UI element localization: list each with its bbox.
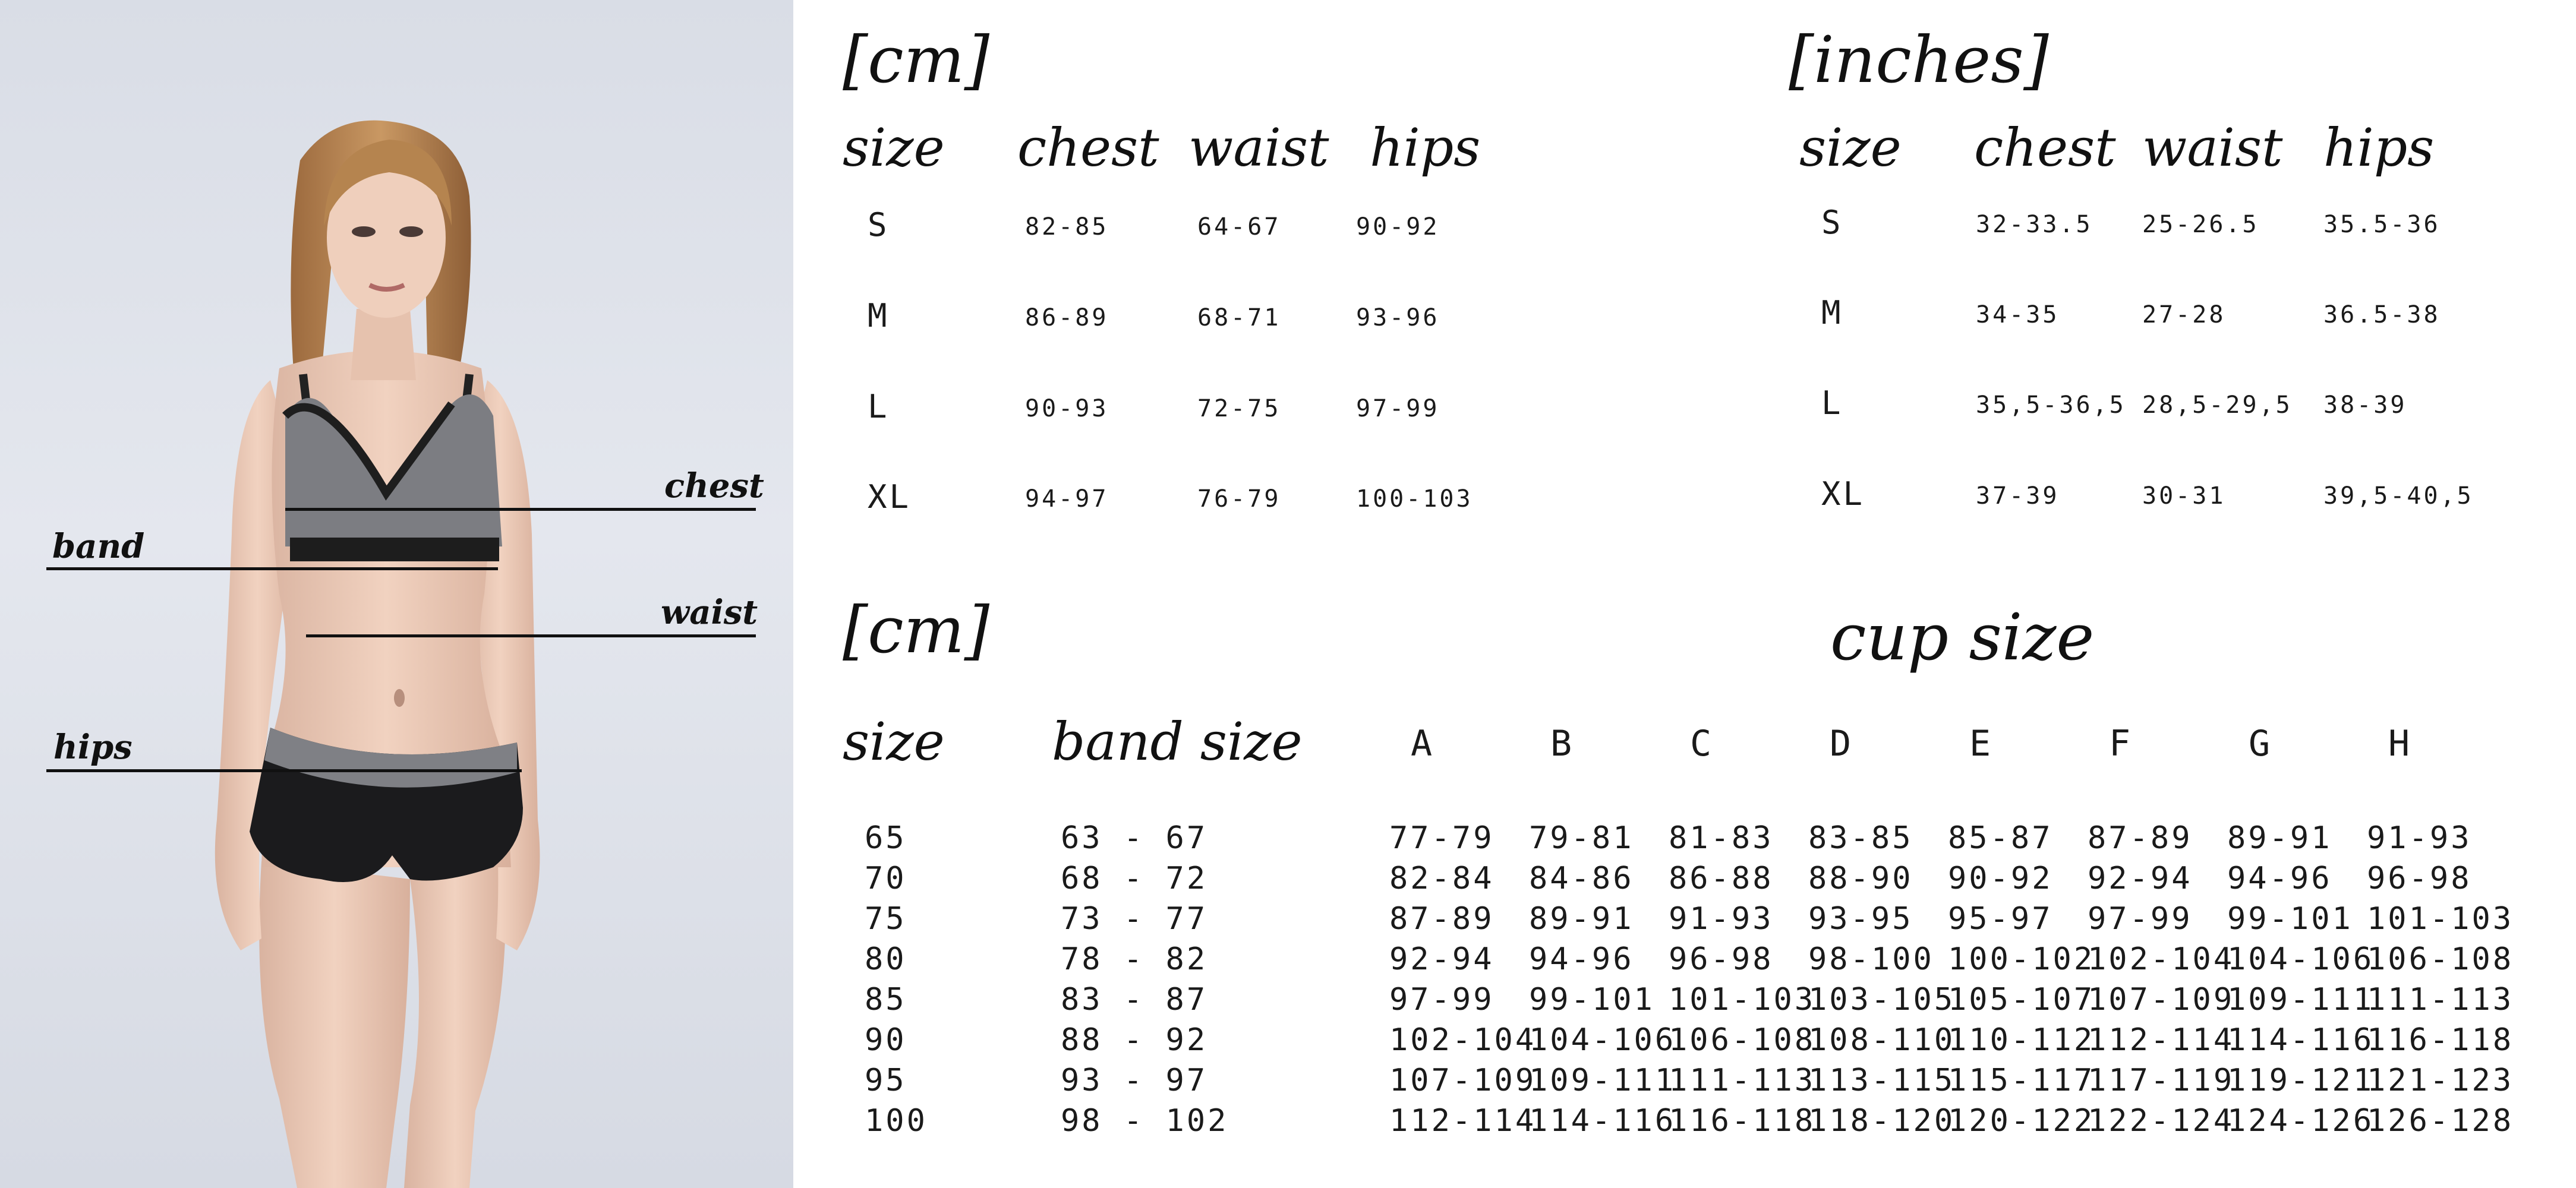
bra-cup-cell: 79-81: [1529, 820, 1634, 856]
inch-size-cell: S: [1821, 204, 1843, 241]
cm-unit-title: [cm]: [843, 23, 990, 97]
bra-cup-cell: 102-104: [1389, 1022, 1537, 1058]
bra-cup-cell: 116-118: [1669, 1103, 1816, 1139]
bra-cup-cell: 81-83: [1669, 820, 1774, 856]
cm-value-cell: 76-79: [1197, 485, 1281, 513]
bra-cup-cell: 101-103: [2367, 901, 2514, 937]
bra-cup-cell: 90-92: [1948, 861, 2053, 896]
bra-cup-cell: 114-116: [2227, 1022, 2375, 1058]
cm-value-cell: 82-85: [1025, 213, 1109, 241]
bra-cup-cell: 115-117: [1948, 1063, 2095, 1098]
cm-value-cell: 68-71: [1197, 304, 1281, 331]
bra-size-cell: 100: [865, 1103, 928, 1139]
inch-size-cell: XL: [1821, 475, 1865, 513]
bra-cup-cell: 86-88: [1669, 861, 1774, 896]
cup-header-h: H: [2388, 723, 2413, 764]
bra-band-cell: 98 - 102: [1061, 1103, 1229, 1139]
bra-size-cell: 80: [865, 941, 907, 977]
bra-cup-cell: 124-126: [2227, 1103, 2375, 1139]
model-photo: [0, 0, 793, 1188]
inch-value-cell: 36.5-38: [2323, 301, 2441, 328]
waist-line: [306, 634, 756, 637]
bra-cup-cell: 105-107: [1948, 982, 2095, 1018]
bra-band-cell: 88 - 92: [1061, 1022, 1208, 1058]
bra-header-band: band size: [1052, 711, 1303, 772]
cm-header-waist: waist: [1188, 117, 1329, 178]
bra-cup-cell: 94-96: [2227, 861, 2332, 896]
band-label: band: [52, 527, 145, 566]
bra-unit-title: [cm]: [843, 593, 990, 668]
bra-cup-cell: 107-109: [1389, 1063, 1537, 1098]
cm-header-size: size: [843, 117, 945, 178]
bra-cup-cell: 94-96: [1529, 941, 1634, 977]
cm-size-cell: L: [868, 388, 890, 425]
cup-header-b: B: [1550, 723, 1575, 764]
bra-cup-cell: 77-79: [1389, 820, 1494, 856]
bra-cup-cell: 102-104: [2088, 941, 2235, 977]
inch-value-cell: 35,5-36,5: [1976, 391, 2126, 419]
cm-header-hips: hips: [1370, 117, 1481, 178]
bra-size-cell: 75: [865, 901, 907, 937]
bra-cup-cell: 121-123: [2367, 1063, 2514, 1098]
cm-value-cell: 90-93: [1025, 395, 1109, 422]
bra-cup-cell: 100-102: [1948, 941, 2095, 977]
bra-cup-cell: 104-106: [1529, 1022, 1676, 1058]
bra-cup-cell: 112-114: [2088, 1022, 2235, 1058]
bra-cup-cell: 89-91: [2227, 820, 2332, 856]
cm-size-cell: S: [868, 206, 890, 244]
bra-cup-cell: 92-94: [2088, 861, 2193, 896]
cm-value-cell: 72-75: [1197, 395, 1281, 422]
inch-value-cell: 27-28: [2142, 301, 2226, 328]
inch-header-hips: hips: [2323, 117, 2435, 178]
cm-size-cell: M: [868, 297, 890, 334]
cup-size-title: cup size: [1830, 601, 2095, 675]
bra-cup-cell: 88-90: [1808, 861, 1913, 896]
bra-band-cell: 63 - 67: [1061, 820, 1208, 856]
inch-unit-title: [inches]: [1789, 23, 2049, 97]
bra-cup-cell: 97-99: [1389, 982, 1494, 1018]
bra-cup-cell: 95-97: [1948, 901, 2053, 937]
bra-cup-cell: 99-101: [1529, 982, 1655, 1018]
bra-cup-cell: 111-113: [2367, 982, 2514, 1018]
inch-value-cell: 34-35: [1976, 301, 2060, 328]
bra-cup-cell: 103-105: [1808, 982, 1956, 1018]
bra-cup-cell: 116-118: [2367, 1022, 2514, 1058]
cup-header-g: G: [2249, 723, 2273, 764]
bra-cup-cell: 96-98: [1669, 941, 1774, 977]
cup-header-d: D: [1830, 723, 1854, 764]
bra-band-cell: 93 - 97: [1061, 1063, 1208, 1098]
inch-header-size: size: [1799, 117, 1902, 178]
bra-cup-cell: 104-106: [2227, 941, 2375, 977]
bra-cup-cell: 89-91: [1529, 901, 1634, 937]
bra-cup-cell: 87-89: [1389, 901, 1494, 937]
cup-header-c: C: [1690, 723, 1714, 764]
bra-size-cell: 70: [865, 861, 907, 896]
bra-cup-cell: 98-100: [1808, 941, 1934, 977]
bra-cup-cell: 99-101: [2227, 901, 2353, 937]
chest-line: [285, 508, 756, 511]
cup-header-a: A: [1411, 723, 1435, 764]
bra-cup-cell: 92-94: [1389, 941, 1494, 977]
inch-header-waist: waist: [2142, 117, 2283, 178]
bra-cup-cell: 83-85: [1808, 820, 1913, 856]
chest-label: chest: [664, 466, 764, 505]
inch-value-cell: 35.5-36: [2323, 211, 2441, 238]
bra-cup-cell: 91-93: [2367, 820, 2472, 856]
bra-cup-cell: 107-109: [2088, 982, 2235, 1018]
bra-cup-cell: 91-93: [1669, 901, 1774, 937]
bra-cup-cell: 118-120: [1808, 1103, 1956, 1139]
bra-size-cell: 95: [865, 1063, 907, 1098]
bra-cup-cell: 122-124: [2088, 1103, 2235, 1139]
bra-cup-cell: 112-114: [1389, 1103, 1537, 1139]
bra-cup-cell: 119-121: [2227, 1063, 2375, 1098]
cm-value-cell: 93-96: [1356, 304, 1440, 331]
bra-cup-cell: 96-98: [2367, 861, 2472, 896]
band-line: [46, 567, 498, 570]
cup-header-e: E: [1969, 723, 1994, 764]
inch-value-cell: 32-33.5: [1976, 211, 2093, 238]
bra-size-cell: 65: [865, 820, 907, 856]
cm-value-cell: 90-92: [1356, 213, 1440, 241]
bra-cup-cell: 126-128: [2367, 1103, 2514, 1139]
cm-value-cell: 64-67: [1197, 213, 1281, 241]
cup-header-f: F: [2109, 723, 2133, 764]
cm-value-cell: 97-99: [1356, 395, 1440, 422]
cm-value-cell: 100-103: [1356, 485, 1473, 513]
bra-cup-cell: 114-116: [1529, 1103, 1676, 1139]
bra-cup-cell: 87-89: [2088, 820, 2193, 856]
inch-value-cell: 28,5-29,5: [2142, 391, 2293, 419]
bra-cup-cell: 106-108: [1669, 1022, 1816, 1058]
hips-label: hips: [53, 728, 133, 767]
bra-cup-cell: 85-87: [1948, 820, 2053, 856]
inch-value-cell: 37-39: [1976, 482, 2060, 510]
bra-cup-cell: 93-95: [1808, 901, 1913, 937]
bra-cup-cell: 111-113: [1669, 1063, 1816, 1098]
bra-band-cell: 78 - 82: [1061, 941, 1208, 977]
waist-label: waist: [661, 593, 758, 632]
cm-size-cell: XL: [868, 478, 912, 516]
inch-size-cell: M: [1821, 294, 1843, 331]
inch-header-chest: chest: [1974, 117, 2116, 178]
cm-value-cell: 94-97: [1025, 485, 1109, 513]
bra-band-cell: 73 - 77: [1061, 901, 1208, 937]
inch-size-cell: L: [1821, 384, 1843, 422]
bra-cup-cell: 106-108: [2367, 941, 2514, 977]
hips-line: [46, 769, 522, 772]
inch-value-cell: 25-26.5: [2142, 211, 2259, 238]
bra-band-cell: 83 - 87: [1061, 982, 1208, 1018]
bra-cup-cell: 110-112: [1948, 1022, 2095, 1058]
inch-value-cell: 39,5-40,5: [2323, 482, 2474, 510]
bra-cup-cell: 84-86: [1529, 861, 1634, 896]
bra-cup-cell: 101-103: [1669, 982, 1816, 1018]
bra-cup-cell: 97-99: [2088, 901, 2193, 937]
cm-header-chest: chest: [1017, 117, 1159, 178]
bra-cup-cell: 117-119: [2088, 1063, 2235, 1098]
bra-cup-cell: 109-111: [1529, 1063, 1676, 1098]
bra-band-cell: 68 - 72: [1061, 861, 1208, 896]
bra-cup-cell: 82-84: [1389, 861, 1494, 896]
inch-value-cell: 30-31: [2142, 482, 2226, 510]
bra-header-size: size: [843, 711, 945, 772]
inch-value-cell: 38-39: [2323, 391, 2407, 419]
bra-cup-cell: 113-115: [1808, 1063, 1956, 1098]
bra-cup-cell: 109-111: [2227, 982, 2375, 1018]
bra-size-cell: 90: [865, 1022, 907, 1058]
bra-cup-cell: 108-110: [1808, 1022, 1956, 1058]
cm-value-cell: 86-89: [1025, 304, 1109, 331]
bra-cup-cell: 120-122: [1948, 1103, 2095, 1139]
bra-size-cell: 85: [865, 982, 907, 1018]
